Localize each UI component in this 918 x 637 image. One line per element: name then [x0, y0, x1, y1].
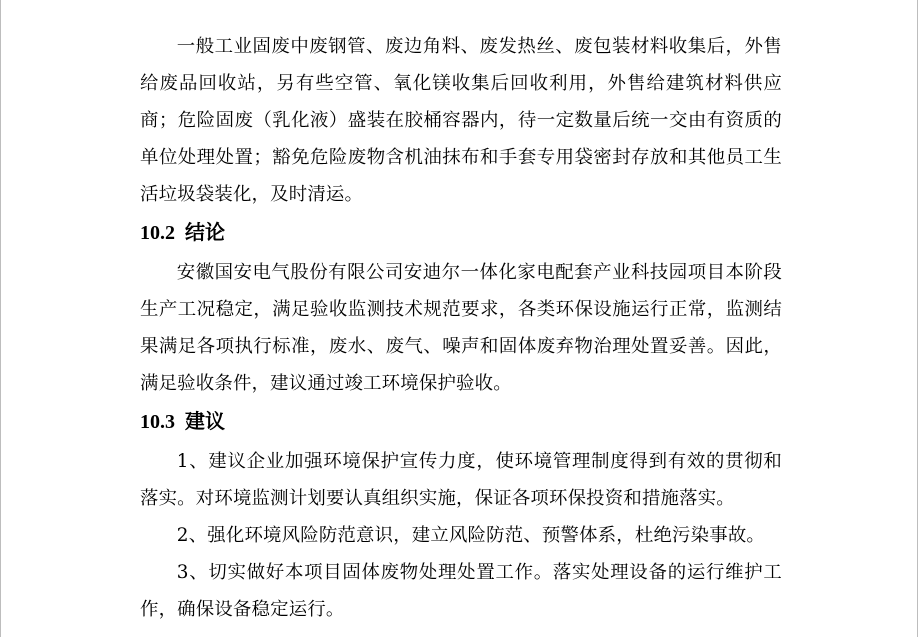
section-title: 结论 [185, 220, 225, 244]
section-number: 10.3 [140, 411, 175, 433]
section-number: 10.2 [140, 222, 175, 244]
suggestion-item: 1、建议企业加强环境保护宣传力度，使环境管理制度得到有效的贯彻和落实。对环境监测计划要认真组织实施，保证各项环保投资和措施落实。 [140, 451, 782, 509]
section-heading-conclusion [140, 214, 782, 251]
solid-waste-paragraph: 一般工业固废中废钢管、废边角料、废发热丝、废包装材料收集后，外售给废品回收站，另有些空管、氧化镁收集后回收利用，外售给建筑材料供应商；危险固废（乳化液）盛装在胶桶容器内，待一定数量后统一交由有资质的单位处理处置；豁免危险废物含机油抹布和手套专用袋密封存放和其他员工生活垃圾袋装化，及时清运。 [140, 36, 782, 205]
section-title: 建议 [185, 409, 225, 433]
suggestion-item: 2、强化环境风险防范意识，建立风险防范、预警体系，杜绝污染事故。 [176, 525, 766, 546]
page-border-left [0, 0, 1, 637]
document-body [140, 28, 782, 628]
section-heading-suggestions [140, 403, 782, 440]
suggestion-item: 3、切实做好本项目固体废物处理处置工作。落实处理设备的运行维护工作，确保设备稳定运行。 [140, 562, 782, 620]
conclusion-paragraph: 安徽国安电气股份有限公司安迪尔一体化家电配套产业科技园项目本阶段生产工况稳定，满足验收监测技术规范要求，各类环保设施运行正常，监测结果满足各项执行标准，废水、废气、噪声和固体废弃物治理处置妥善。因此，满足验收条件，建议通过竣工环境保护验收。 [140, 262, 782, 394]
